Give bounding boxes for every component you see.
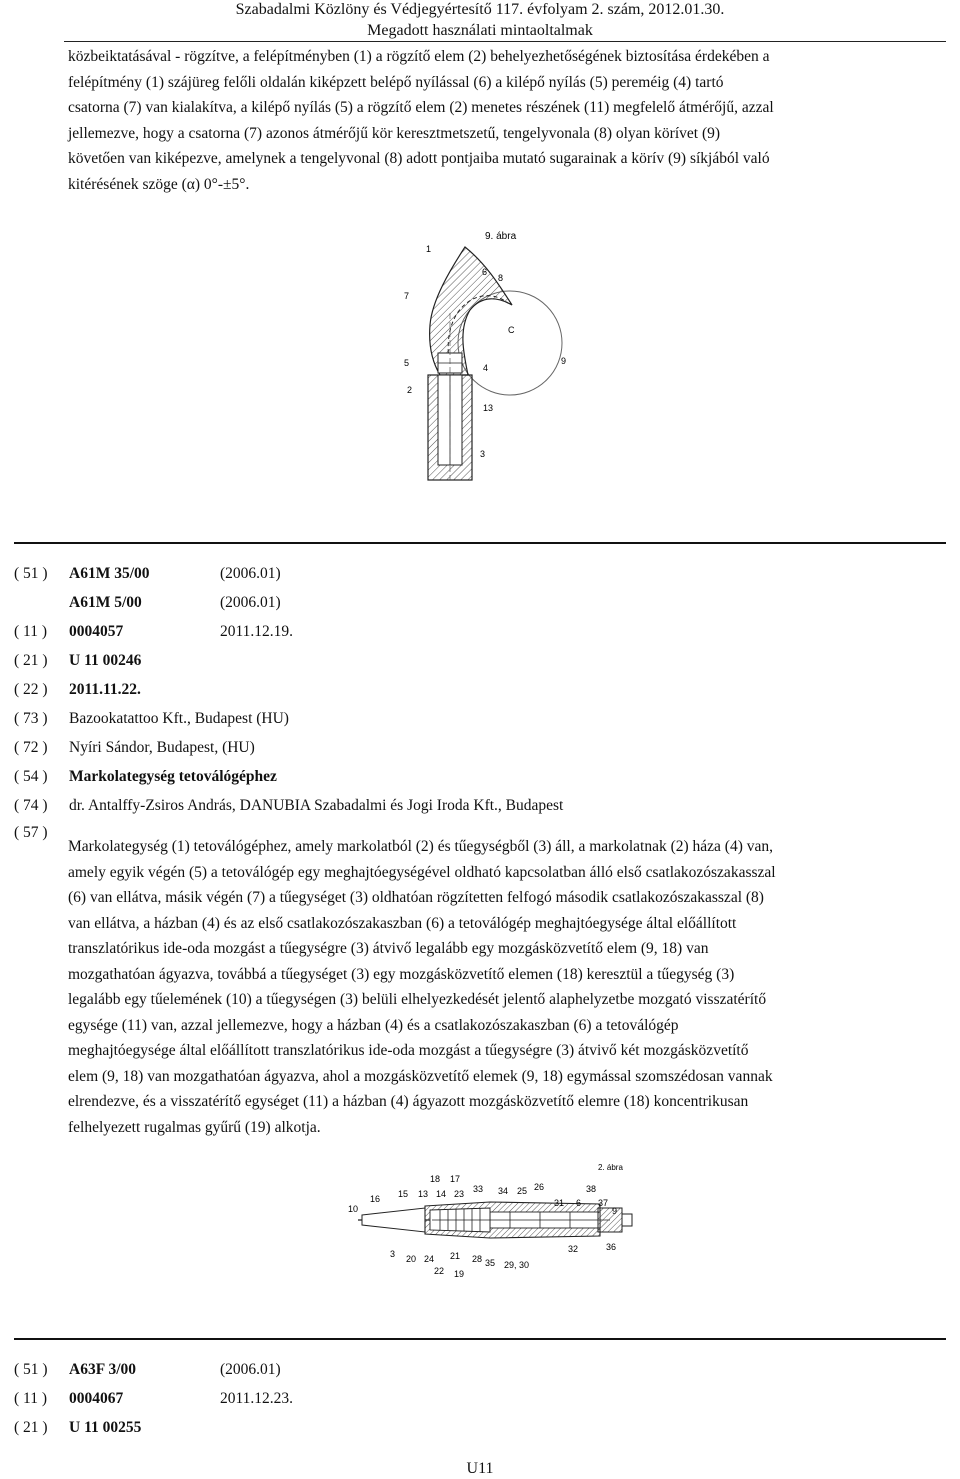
figure-label: 37	[598, 1198, 609, 1208]
figure-label: 6	[576, 1198, 582, 1208]
intro-line: kitérésének szöge (α) 0°-±5°.	[68, 175, 250, 193]
intro-line: felépítmény (1) szájüreg felőli oldalán kiképzett belépő nyílással (6) a kilépő nyílás (5) pereméig (4) tartó	[68, 73, 724, 91]
figure-label: C	[508, 325, 515, 335]
figure-label: 22	[434, 1266, 445, 1276]
figure-label: 35	[485, 1258, 496, 1268]
figure-9-drawing	[390, 225, 590, 485]
figure-label: 26	[534, 1182, 545, 1192]
section-title: Megadott használati mintaoltalmak	[367, 22, 593, 39]
entry-divider	[14, 1338, 946, 1340]
figure-label: 23	[454, 1189, 465, 1199]
page-number: U11	[466, 1460, 494, 1477]
abstract-line: (6) van ellátva, másik végén (7) a tűegységet (3) oldhatóan rögzítetten felfogó második csatlakozószakasszal (8)	[68, 889, 764, 906]
figure-label: 38	[586, 1184, 597, 1194]
abstract-line: mozgathatóan ágyazva, továbbá a tűegységet (3) egy mozgásközvetítő elemen (18) keresztül a tűegység (3)	[68, 965, 735, 983]
figure-label: 31	[554, 1198, 565, 1208]
figure-label: 32	[568, 1244, 579, 1254]
figure-label: 17	[450, 1174, 461, 1184]
abstract-line: Markolategység (1) tetoválógéphez, amely markolatból (2) és tűegységből (3) áll, a markolatnak (2) háza (4) van,	[68, 838, 773, 855]
figure-label: 7	[404, 291, 410, 301]
figure-label: 19	[454, 1269, 465, 1279]
figure-label: 2	[407, 385, 413, 395]
abstract-line: elem (9, 18) van mozgathatóan ágyazva, ahol a mozgásközvetítő elemek (9, 18) egymással szomszédosan vannak	[68, 1067, 773, 1085]
figure-label: 1	[426, 244, 432, 254]
figure-label: 18	[430, 1174, 441, 1184]
intro-paragraph	[68, 44, 948, 197]
figure-label: 25	[517, 1186, 528, 1196]
intro-line: jellemezve, hogy a csatorna (7) azonos átmérőjű kör keresztmetszetű, tengelyvonala (8) olyan körívet (9)	[68, 124, 721, 142]
abstract-line: elrendezve, és a visszatérítő egységet (11) a házban (4) ágyazott mozgásközvetítő elemre (18) koncentrikusan	[68, 1093, 749, 1110]
figure-label: 34	[498, 1186, 509, 1196]
figure-label: 3	[390, 1249, 396, 1259]
figure-label: 5	[404, 358, 410, 368]
figure-label: 14	[436, 1189, 447, 1199]
entry-divider	[14, 542, 946, 544]
abstract-text	[68, 834, 948, 1140]
abstract-line: amely egyik végén (5) a tetoválógép egy meghajtóegységével oldható kapcsolatban álló első csatlakozószakasszal	[68, 863, 776, 881]
figure-label: 3	[480, 449, 486, 459]
figure-label: 9	[612, 1206, 618, 1216]
journal-title: Szabadalmi Közlöny és Védjegyértesítő 117. évfolyam 2. szám, 2012.01.30.	[235, 1, 725, 18]
intro-line: csatorna (7) van kialakítva, a kilépő nyílás (5) a rögzítő elem (2) menetes részének (11) megfelelő átmérőjű, azzal	[68, 99, 774, 116]
figure-label: 16	[370, 1194, 381, 1204]
figure-label: 36	[606, 1242, 617, 1252]
figure-label: 6	[482, 267, 488, 277]
abstract-line: transzlatórikus ide-oda mozgást a tűegységre (3) átvivő legalább egy mozgásközvetítő elem (9, 18) van	[68, 940, 709, 957]
figure-label: 13	[418, 1189, 429, 1199]
abstract-line: legalább egy tűelemének (10) a tűegységen (3) belüli elhelyezkedését jelentő alaphelyzetbe mozgató visszatérítő	[68, 991, 767, 1008]
figure-label: 29, 30	[504, 1260, 530, 1270]
abstract-line: egysége (11) van, azzal jellemezve, hogy a házban (4) és a csatlakozószakaszban (6) a tetoválógép	[68, 1016, 679, 1034]
figure-label: 9	[561, 356, 567, 366]
figure-label: 13	[483, 403, 494, 413]
figure-caption: 9. ábra	[485, 231, 517, 242]
figure-2-drawing	[340, 1160, 640, 1285]
abstract-line: van ellátva, a házban (4) és az első csatlakozószakaszban (6) a tetoválógép meghajtóegysége által előállított	[68, 914, 737, 932]
header-divider	[64, 41, 946, 42]
figure-label: 15	[398, 1189, 409, 1199]
figure-label: 20	[406, 1254, 417, 1264]
intro-line: követően van kiképezve, amelynek a tengelyvonal (8) adott pontjaiba mutató sugarainak a körív (9) síkjából való	[68, 150, 770, 167]
abstract-line: meghajtóegysége által előállított transzlatórikus ide-oda mozgást a tűegységre (3) átvivő két mozgásközvetítő	[68, 1042, 749, 1059]
figure-label: 24	[424, 1254, 435, 1264]
figure-label: 4	[483, 363, 489, 373]
intro-line: közbeiktatásával - rögzítve, a felépítményben (1) a rögzítő elem (2) behelyezhetőségének biztosítása érdekében a	[68, 48, 770, 65]
figure-label: 8	[498, 273, 504, 283]
figure-label: 10	[348, 1204, 359, 1214]
figure-label: 33	[473, 1184, 484, 1194]
figure-caption: 2. ábra	[598, 1163, 623, 1172]
figure-label: 21	[450, 1251, 461, 1261]
figure-label: 28	[472, 1254, 483, 1264]
abstract-line: felhelyezett rugalmas gyűrű (19) alkotja.	[68, 1118, 321, 1136]
